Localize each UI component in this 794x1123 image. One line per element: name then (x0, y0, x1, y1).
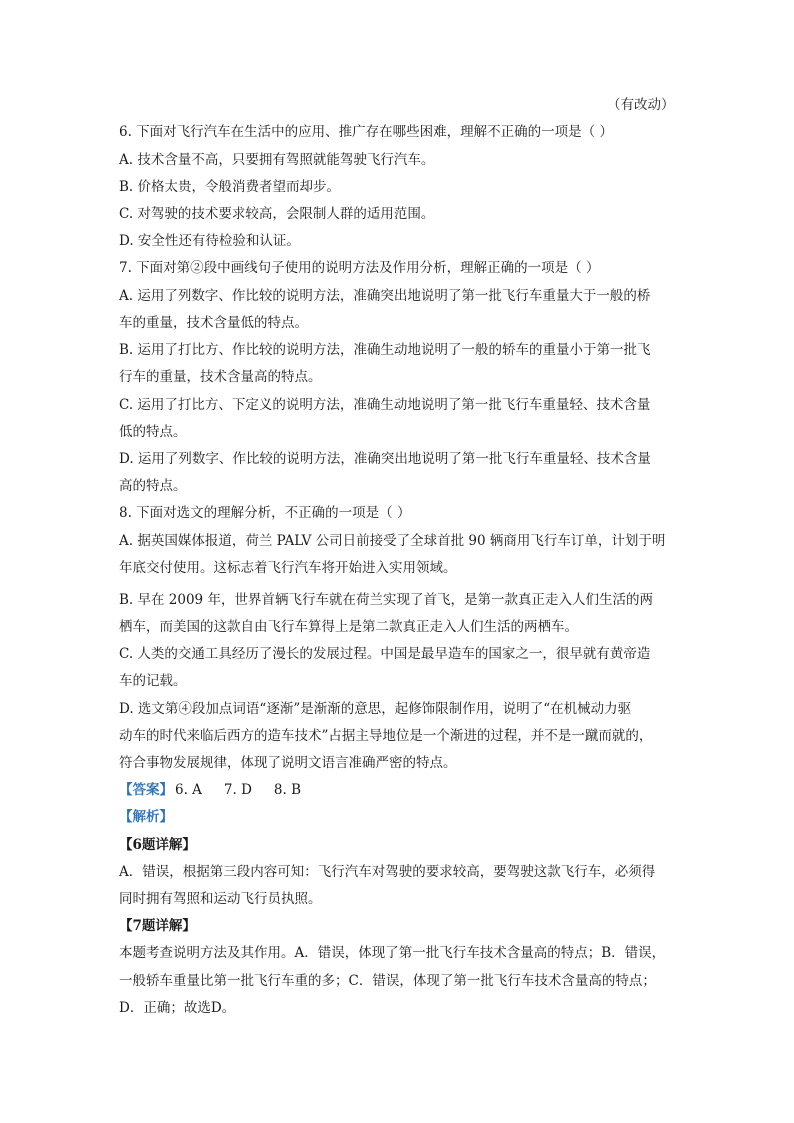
q6-option-c: C. 对驾驶的技术要求较高，会限制人群的适用范围。 (119, 206, 435, 222)
q8-option-c-line2: 车的记载。 (119, 673, 187, 689)
q6-option-b: B. 价格太贵，令般消费者望而却步。 (119, 179, 341, 195)
q7-option-b-line1: B. 运用了打比方、作比较的说明方法，准确生动地说明了一般的轿车的重量小于第一批飞 (119, 342, 651, 358)
q7-option-c-line2: 低的特点。 (119, 424, 187, 440)
answer-8: 8. B (273, 782, 302, 798)
q8-option-b-line1: B. 早在 2009 年，世界首辆飞行车就在荷兰实现了首飞，是第一款真正走入人们生活的两 (119, 592, 653, 608)
q7-option-c-line1: C. 运用了打比方、下定义的说明方法，准确生动地说明了第一批飞行车重量轻、技术含量 (119, 397, 651, 413)
q8-stem: 8. 下面对选文的理解分析，不正确的一项是（ ） (119, 505, 411, 521)
q6-stem: 6. 下面对飞行汽车在生活中的应用、推广存在哪些困难，理解不正确的一项是（ ） (119, 124, 613, 140)
answer-tag: 【答案】 (119, 782, 173, 798)
answer-7: 7. D (223, 782, 252, 798)
q6-option-d: D. 安全性还有待检验和认证。 (119, 233, 300, 249)
q7-option-d-line1: D. 运用了列数字、作比较的说明方法，准确突出地说明了第一批飞行车重量轻、技术含量 (119, 451, 651, 467)
answer-line (119, 781, 679, 799)
analysis-tag: 【解析】 (119, 809, 173, 825)
q7-option-a-line1: A. 运用了列数字、作比较的说明方法，准确突出地说明了第一批飞行车重量大于一般的桥 (119, 288, 651, 304)
q7-stem: 7. 下面对第②段中画线句子使用的说明方法及作用分析，理解正确的一项是（ ） (119, 260, 600, 276)
answer-6: 6. A (175, 782, 202, 798)
q6-option-a: A. 技术含量不高，只要拥有驾照就能驾驶飞行汽车。 (119, 152, 435, 168)
detail6-line2: 同时拥有驾照和运动飞行员执照。 (119, 891, 322, 907)
q7-option-a-line2: 车的重量，技术含量低的特点。 (119, 315, 308, 331)
q8-option-a-line2: 年底交付使用。这标志着飞行汽车将开始进入实用领域。 (119, 560, 457, 576)
detail7-line3: D．正确；故选D。 (119, 1000, 236, 1016)
q8-option-d-line2: 动车的时代来临后西方的造车技术”占据主导地位是一个渐进的过程，并不是一蹴而就的， (119, 728, 653, 744)
q7-option-b-line2: 行车的重量，技术含量高的特点。 (119, 369, 322, 385)
source-note: （有改动） (607, 97, 675, 113)
detail7-line1: 本题考查说明方法及其作用。A．错误，体现了第一批飞行车技术含量高的特点；B．错误， (119, 945, 666, 961)
q8-option-a-line1: A. 据英国媒体报道，荷兰 PALV 公司日前接受了全球首批 90 辆商用飞行车订单，计划于明 (119, 533, 666, 549)
q8-option-c-line1: C. 人类的交通工具经历了漫长的发展过程。中国是最早造车的国家之一，很早就有黄帝造 (119, 646, 651, 662)
q8-option-d-line1: D. 选文第④段加点词语“逐渐”是渐渐的意思，起修饰限制作用，说明了“在机械动力驱 (119, 701, 632, 717)
detail7-title: 【7题详解】 (119, 918, 196, 934)
q7-option-d-line2: 高的特点。 (119, 478, 187, 494)
detail7-line2: 一般轿车重量比第一批飞行车重的多；C．错误，体现了第一批飞行车技术含量高的特点； (119, 973, 656, 989)
detail6-title: 【6题详解】 (119, 837, 196, 853)
detail6-line1: A．错误，根据第三段内容可知：飞行汽车对驾驶的要求较高，要驾驶这款飞行车，必须得 (119, 864, 656, 880)
q8-option-d-line3: 符合事物发展规律，体现了说明文语言准确严密的特点。 (119, 755, 457, 771)
q8-option-b-line2: 栖车，而美国的这款自由飞行车算得上是第二款真正走入人们生活的两栖车。 (119, 619, 578, 635)
